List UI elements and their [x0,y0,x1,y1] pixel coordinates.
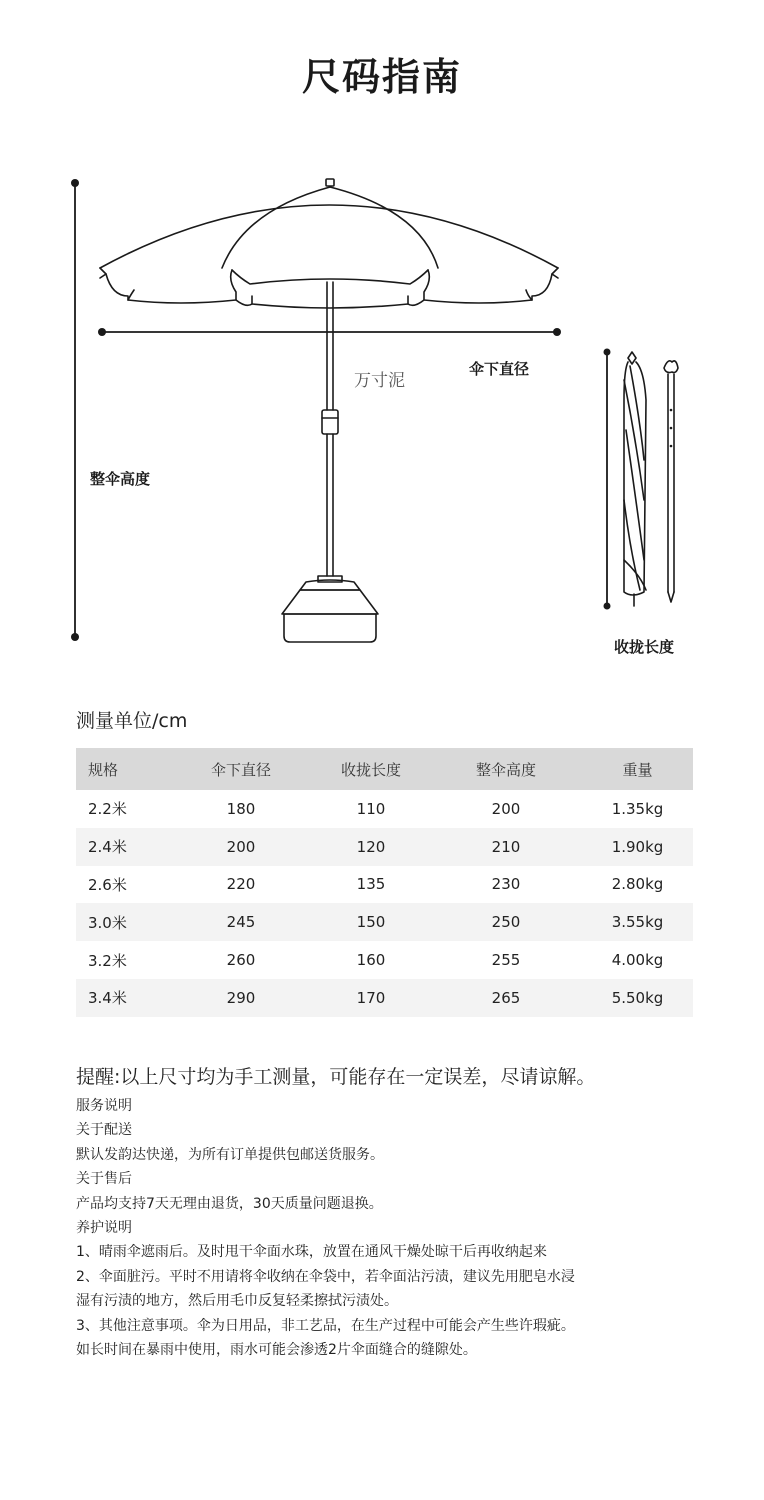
size-table [76,748,693,1017]
info-line: 默认发韵达快递，为所有订单提供包邮送货服务。 [76,1146,384,1163]
info-line: 产品均支持7天无理由退货，30天质量问题退换。 [76,1195,383,1212]
cell-spec: 3.4米 [88,989,127,1008]
cell-diameter: 245 [226,913,256,932]
info-line: 关于售后 [76,1171,132,1188]
measurement-unit-note: 测量单位/cm [76,710,188,732]
header-spec: 规格 [88,760,119,779]
table-row [76,866,693,904]
umbrella-pole [322,282,338,576]
cell-spec: 2.6米 [88,875,127,894]
cell-height: 230 [491,875,521,894]
cell-folded-length: 110 [356,799,386,818]
info-line: 养护说明 [76,1220,132,1237]
cell-diameter: 220 [226,875,256,894]
cell-spec: 2.4米 [88,838,127,857]
info-line: 3、其他注意事项。伞为日用品，非工艺品，在生产过程中可能会产生些许瑕疵。 [76,1317,575,1334]
cell-weight: 1.90kg [611,837,664,856]
info-line: 服务说明 [76,1098,132,1114]
cell-height: 250 [491,913,521,932]
cell-folded-length: 160 [356,951,386,970]
table-row [76,790,693,828]
cell-spec: 2.2米 [88,800,127,819]
info-line: 湿有污渍的地方，然后用毛巾反复轻柔擦拭污渍处。 [76,1293,398,1310]
measurement-notice: 提醒:以上尺寸均为手工测量，可能存在一定误差，尽请谅解。 [76,1066,596,1088]
height-label: 整伞高度 [90,470,151,488]
header-height: 整伞高度 [475,760,536,779]
cell-diameter: 290 [226,988,256,1007]
cell-diameter: 260 [226,951,256,970]
folded-umbrella [624,352,646,606]
table-row [76,979,693,1017]
umbrella-size-diagram [0,0,764,700]
cell-folded-length: 170 [356,988,386,1007]
cell-spec: 3.0米 [88,913,127,932]
folded-length-label: 收拢长度 [614,638,675,656]
header-diameter: 伞下直径 [210,760,271,779]
cell-height: 200 [491,799,521,818]
height-dimension-line [71,179,79,641]
table-header-row [76,748,693,790]
cell-height: 255 [491,951,521,970]
cell-folded-length: 150 [356,913,386,932]
page-title: 尺码指南 [301,55,462,99]
brand-watermark: 万寸泥 [354,371,405,391]
umbrella-canopy [100,179,558,308]
cell-weight: 2.80kg [611,875,664,894]
cell-weight: 5.50kg [611,988,664,1007]
cell-weight: 3.55kg [611,913,664,932]
diameter-label: 伞下直径 [469,360,530,378]
diameter-dimension-line [98,328,561,336]
header-weight: 重量 [622,760,653,779]
cell-height: 210 [491,837,521,856]
cell-weight: 4.00kg [611,951,664,970]
cell-diameter: 200 [226,837,256,856]
service-info [76,1094,696,1362]
umbrella-base [282,576,378,642]
table-row [76,903,693,941]
cell-height: 265 [491,988,521,1007]
cell-diameter: 180 [226,799,256,818]
folded-dimension-line [604,349,611,610]
info-line: 如长时间在暴雨中使用，雨水可能会渗透2片伞面缝合的缝隙处。 [76,1342,477,1359]
cell-folded-length: 135 [356,875,386,894]
header-folded-length: 收拢长度 [340,760,401,779]
cell-weight: 1.35kg [611,799,664,818]
table-row [76,941,693,979]
cell-folded-length: 120 [356,837,386,856]
info-line: 关于配送 [76,1122,132,1139]
info-line: 2、伞面脏污。平时不用请将伞收纳在伞袋中，若伞面沾污渍，建议先用肥皂水浸 [76,1268,575,1285]
separate-pole [664,361,678,602]
info-line: 1、晴雨伞遮雨后。及时甩干伞面水珠，放置在通风干燥处晾干后再收纳起来 [76,1244,547,1261]
cell-spec: 3.2米 [88,951,127,970]
table-row [76,828,693,866]
